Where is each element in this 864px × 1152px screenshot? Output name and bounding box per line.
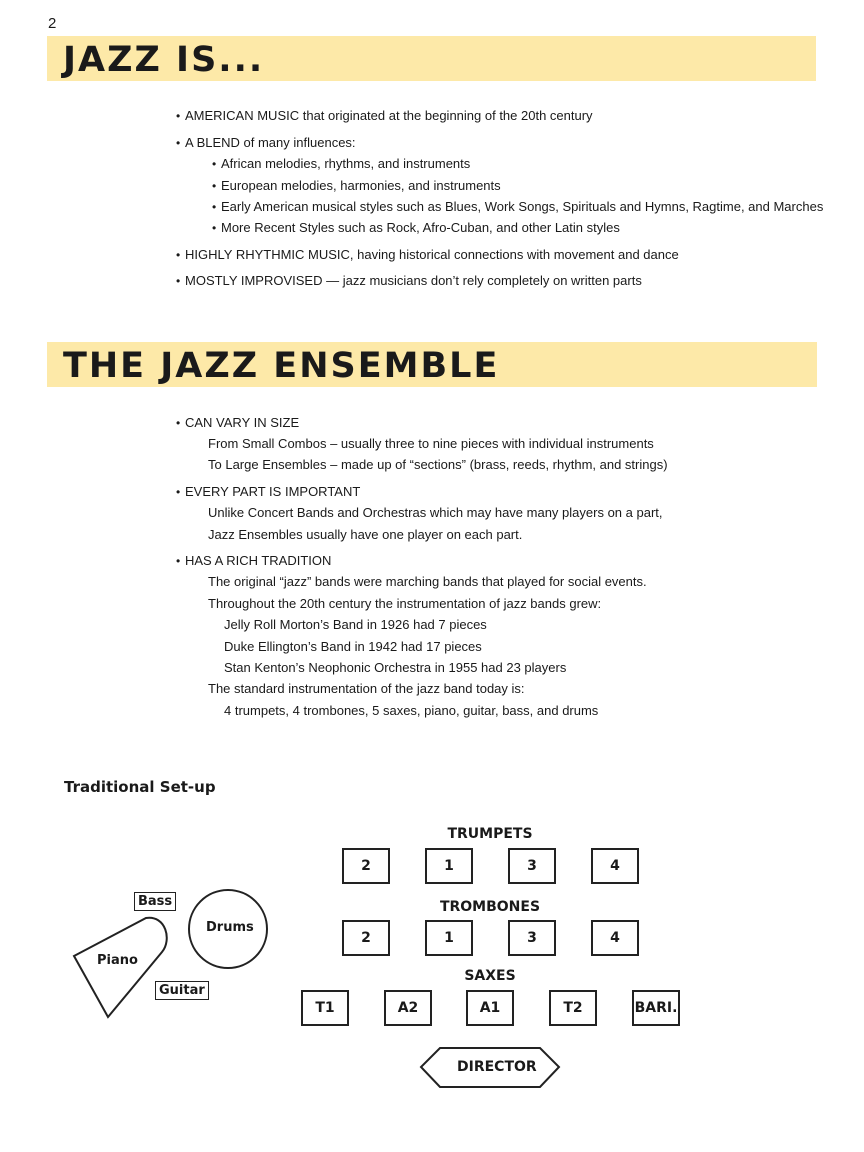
sub-bullet: • More Recent Styles such as Rock, Afro-Cuban, and other Latin styles (221, 220, 620, 236)
trombone-seat: 3 (508, 920, 556, 956)
bullet-every-part: • EVERY PART IS IMPORTANT (185, 484, 360, 500)
bullet-improvised: • MOSTLY IMPROVISED — jazz musicians don’t rely completely on written parts (185, 273, 642, 289)
sax-seat: T2 (549, 990, 597, 1026)
detail-line: Duke Ellington’s Band in 1942 had 17 pieces (224, 639, 482, 654)
sub-bullet: • European melodies, harmonies, and instruments (221, 178, 501, 194)
detail-line: Jelly Roll Morton’s Band in 1926 had 7 pieces (224, 617, 487, 632)
detail-line: From Small Combos – usually three to nine pieces with individual instruments (208, 436, 654, 451)
trumpets-label: TRUMPETS (447, 826, 533, 842)
trumpet-seat: 3 (508, 848, 556, 884)
bullet-vary-size: • CAN VARY IN SIZE (185, 415, 299, 431)
detail-line: Unlike Concert Bands and Orchestras which may have many players on a part, (208, 505, 663, 520)
bullet-american-music: • AMERICAN MUSIC that originated at the beginning of the 20th century (185, 108, 593, 124)
trombone-seat: 1 (425, 920, 473, 956)
trumpet-seat: 4 (591, 848, 639, 884)
trombone-seat: 2 (342, 920, 390, 956)
bullet-rhythmic: • HIGHLY RHYTHMIC MUSIC, having historical connections with movement and dance (185, 247, 679, 263)
trombones-label: TROMBONES (439, 899, 541, 915)
detail-line: To Large Ensembles – made up of “sections” (brass, reeds, rhythm, and strings) (208, 457, 668, 472)
bullet-blend: • A BLEND of many influences: (185, 135, 356, 151)
sax-seat: A1 (466, 990, 514, 1026)
section-title: JAZZ IS... (63, 40, 265, 80)
bass-label: Bass (134, 892, 176, 911)
detail-line: Throughout the 20th century the instrumentation of jazz bands grew: (208, 596, 602, 611)
guitar-label: Guitar (155, 981, 209, 1000)
detail-line: The original “jazz” bands were marching bands that played for social events. (208, 574, 647, 589)
drums-label: Drums (206, 920, 254, 935)
trumpet-seat: 2 (342, 848, 390, 884)
detail-line: Jazz Ensembles usually have one player on each part. (208, 527, 523, 542)
detail-line: Stan Kenton’s Neophonic Orchestra in 1955 had 23 players (224, 660, 567, 675)
trumpet-seat: 1 (425, 848, 473, 884)
sax-seat: T1 (301, 990, 349, 1026)
bullet-rich-tradition: • HAS A RICH TRADITION (185, 553, 331, 569)
detail-line: 4 trumpets, 4 trombones, 5 saxes, piano, guitar, bass, and drums (224, 703, 599, 718)
diagram-title: Traditional Set-up (64, 778, 216, 796)
sub-bullet: • African melodies, rhythms, and instruments (221, 156, 470, 172)
section-title: THE JAZZ ENSEMBLE (63, 346, 500, 386)
saxes-label: SAXES (464, 968, 516, 984)
director-label: DIRECTOR (457, 1059, 537, 1075)
page-number: 2 (48, 15, 57, 32)
sax-seat: A2 (384, 990, 432, 1026)
trombone-seat: 4 (591, 920, 639, 956)
sub-bullet: • Early American musical styles such as Blues, Work Songs, Spirituals and Hymns, Ragtime, and Marches (221, 199, 823, 215)
sax-seat: BARI. (632, 990, 680, 1026)
detail-line: The standard instrumentation of the jazz band today is: (208, 681, 525, 696)
piano-label: Piano (97, 953, 138, 968)
